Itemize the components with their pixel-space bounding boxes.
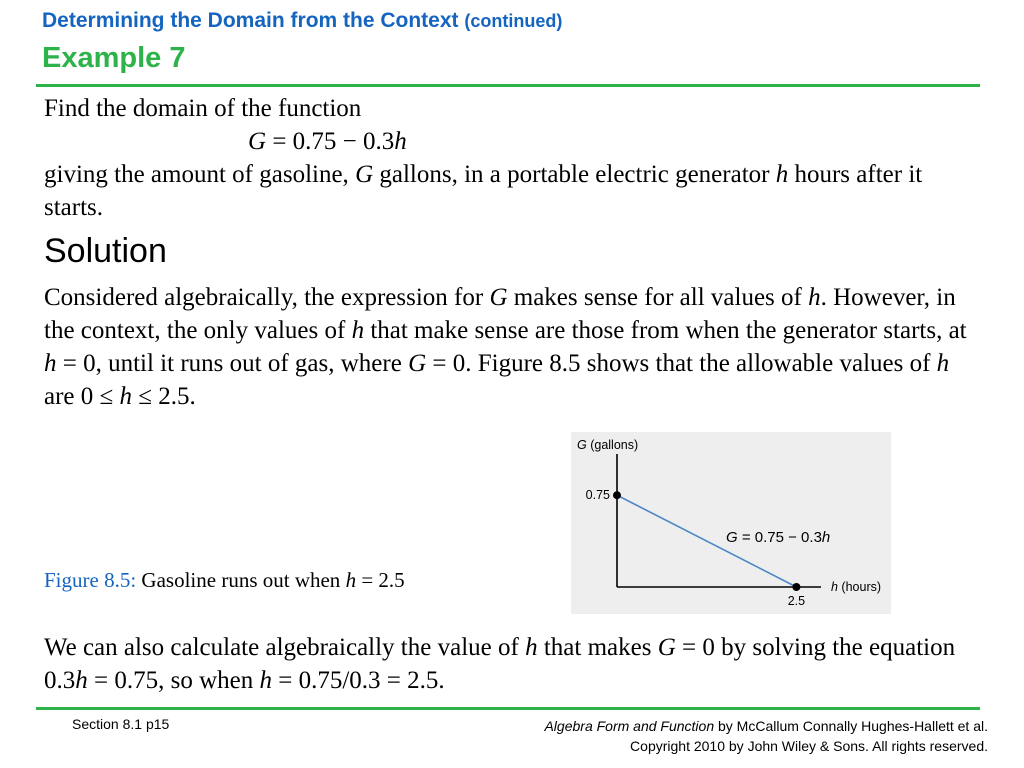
desc-var-h: h	[775, 161, 789, 188]
sol-var: h	[936, 350, 950, 377]
line-label-lhs: G	[726, 529, 738, 546]
figure-label: Figure 8.5	[44, 568, 131, 592]
caption-part: Gasoline runs out when	[136, 568, 346, 592]
conclusion-paragraph	[44, 631, 984, 697]
concl-part: = 0.75/0.3 = 2.5.	[271, 667, 445, 694]
x-tick-label: 2.5	[787, 594, 806, 608]
concl-var: h	[259, 667, 272, 694]
y-tick-label: 0.75	[585, 488, 610, 503]
figure-label-colon: :	[130, 568, 137, 592]
desc-var-g: G	[355, 161, 374, 188]
sol-var: G	[408, 350, 427, 377]
line-equation-label	[726, 529, 830, 546]
caption-part: = 2.5	[356, 568, 405, 592]
figure-caption	[44, 568, 405, 593]
footer-book-line	[544, 716, 988, 736]
header-title-text: Determining the Domain from the Context	[42, 9, 459, 32]
eq-var-h: h	[394, 128, 407, 155]
caption-var: h	[345, 568, 357, 592]
y-axis-label-var: G	[577, 438, 587, 452]
footer-credits	[544, 716, 988, 756]
sol-part: that make sense are those from when the generator starts, at	[364, 317, 967, 344]
concl-part: = 0 by solving the equation 0.3	[44, 634, 956, 694]
problem-intro: Find the domain of the function	[44, 95, 362, 122]
sol-part: . However, in the context, the only values of	[44, 284, 956, 344]
footer-section: Section 8.1 p15	[72, 716, 170, 732]
x-axis-label-unit: (hours)	[837, 580, 882, 594]
y-axis-label-unit: (gallons)	[586, 438, 639, 452]
line-label-rhs: = 0.75 − 0.3	[737, 529, 822, 546]
figure-graph	[571, 432, 891, 614]
problem-statement	[44, 92, 984, 224]
sol-part: are 0 ≤	[44, 383, 120, 410]
solution-heading: Solution	[44, 232, 167, 270]
sol-var: h	[808, 284, 821, 311]
sol-part: = 0, until it runs out of gas, where	[56, 350, 409, 377]
concl-part: that makes	[537, 634, 658, 661]
function-equation	[44, 125, 984, 158]
eq-rest: = 0.75 − 0.3	[266, 128, 395, 155]
bottom-divider	[36, 707, 980, 710]
slide-header-title	[42, 9, 562, 33]
top-divider	[36, 84, 980, 87]
solution-paragraph	[44, 281, 984, 413]
sol-var: h	[119, 383, 132, 410]
sol-part: Considered algebraically, the expression for	[44, 284, 490, 311]
chart-svg	[571, 432, 891, 614]
sol-var: h	[44, 350, 57, 377]
sol-part: ≤ 2.5.	[132, 383, 196, 410]
y-axis-label	[577, 438, 638, 452]
eq-var-g: G	[248, 128, 267, 155]
footer-authors: by McCallum Connally Hughes-Hallett et al.	[714, 718, 988, 734]
concl-var: G	[657, 634, 676, 661]
desc-part: gallons, in a portable electric generator	[373, 161, 776, 188]
sol-part: = 0. Figure 8.5 shows that the allowable values of	[426, 350, 937, 377]
sol-var: h	[351, 317, 365, 344]
desc-part: giving the amount of gasoline,	[44, 161, 356, 188]
data-point-start	[613, 491, 621, 499]
data-point-end	[792, 583, 800, 591]
line-label-h: h	[821, 529, 831, 546]
footer-copyright: Copyright 2010 by John Wiley & Sons. All rights reserved.	[630, 738, 988, 754]
footer-book-title: Algebra Form and Function	[544, 718, 715, 734]
concl-var: h	[75, 667, 88, 694]
sol-part: makes sense for all values of	[507, 284, 809, 311]
header-title-suffix: (continued)	[464, 11, 563, 31]
desc-part: hours after it starts.	[44, 161, 923, 221]
example-heading: Example 7	[42, 42, 186, 74]
concl-var: h	[525, 634, 538, 661]
sol-var: G	[489, 284, 508, 311]
concl-part: = 0.75, so when	[87, 667, 260, 694]
x-axis-label	[831, 580, 881, 594]
x-axis-label-var: h	[831, 580, 838, 594]
concl-part: We can also calculate algebraically the value of	[44, 634, 526, 661]
